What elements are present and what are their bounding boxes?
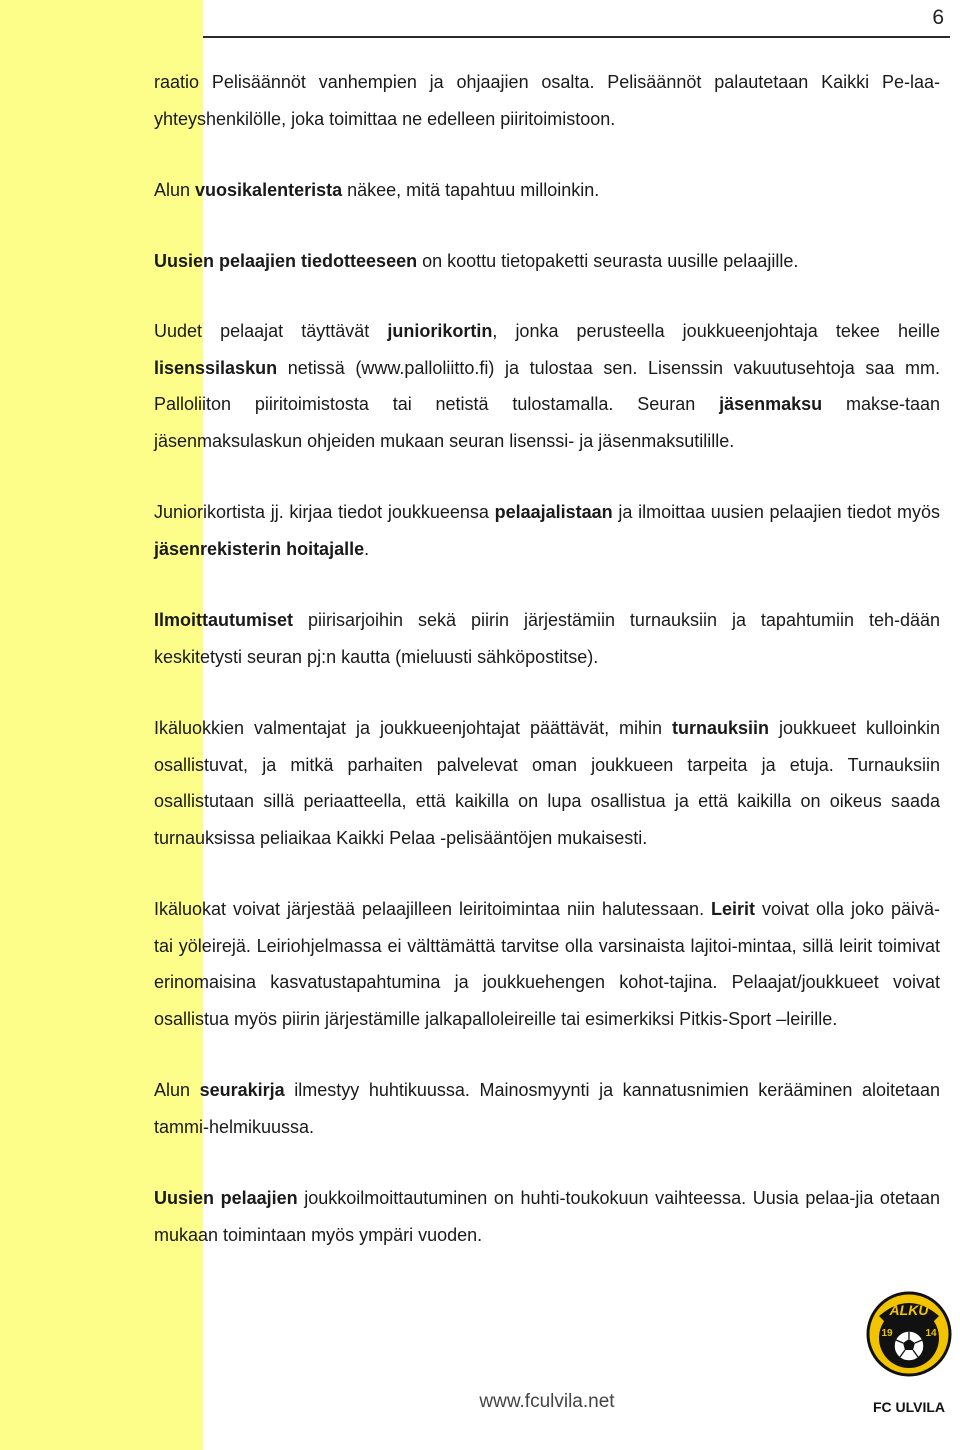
document-body [154, 64, 940, 1288]
text-run: piirisarjoihin sekä piirin järjestämiin turnauksiin ja tapahtumiin teh-dään keskitetysti seuran pj:n kautta (mieluusti sähköpostitse). [154, 610, 940, 667]
logo-year-right: 14 [925, 1328, 937, 1339]
text-run: Ikäluokkien valmentajat ja joukkueenjohtajat päättävät, mihin [154, 718, 672, 738]
text-run: Alun [154, 1080, 200, 1100]
text-run: makse-taan jäsenmaksulaskun ohjeiden mukaan seuran lisenssi- ja jäsenmaksutilille. [154, 394, 940, 451]
text-run: ja ilmoittaa uusien pelaajien tiedot myös [612, 502, 940, 522]
bold-term: Ilmoittautumiset [154, 610, 294, 630]
text-run: on koottu tietopaketti seurasta uusille pelaajille. [417, 250, 799, 271]
bold-term: lisenssilaskun [154, 357, 278, 378]
paragraph-4 [154, 313, 940, 459]
paragraph-9 [154, 1072, 940, 1145]
paragraph-7 [154, 710, 940, 856]
club-logo [863, 1288, 955, 1418]
bold-term: jäsenmaksu [719, 394, 823, 414]
bold-term: seurakirja [199, 1080, 285, 1100]
text-run: Juniorikortista jj. kirjaa tiedot joukkueensa [154, 502, 495, 522]
text-run: näkee, mitä tapahtuu milloinkin. [342, 180, 600, 200]
logo-year-left: 19 [881, 1328, 893, 1339]
text-run: Ikäluokat voivat järjestää pelaajilleen leiritoimintaa niin halutessaan. [154, 899, 712, 919]
header-rule [203, 36, 950, 38]
paragraph-1 [154, 64, 940, 137]
text-run: Uudet pelaajat täyttävät [154, 321, 388, 341]
club-crest-icon [863, 1288, 955, 1418]
text-run: joukkoilmoittautuminen on huhti-toukokuun vaihteessa. Uusia pelaa-jia otetaan mukaan toimintaan myös ympäri vuoden. [154, 1188, 940, 1245]
bold-term: Uusien pelaajien [154, 1188, 298, 1208]
bold-term: vuosikalenterista [195, 180, 343, 200]
page-number: 6 [932, 6, 944, 29]
paragraph-3 [154, 243, 940, 280]
text-run: joukkueet kulloinkin osallistuvat, ja mitkä parhaiten palvelevat oman joukkueen tarpeita ja etuja. Turnauksiin osallistutaan sillä periaatteella, että kaikilla on lupa osallistua ja että kaikilla on oikeus saada turnauksissa peliaikaa Kaikki Pelaa -pelisääntöjen mukaisesti. [154, 718, 940, 848]
logo-club-name: FC ULVILA [872, 1399, 946, 1415]
paragraph-2 [154, 172, 940, 209]
bold-term: pelaajalistaan [494, 502, 613, 522]
bold-term: Uusien pelaajien tiedotteeseen [154, 250, 418, 271]
logo-top-text: ALKU [889, 1302, 929, 1318]
paragraph-6 [154, 602, 940, 675]
text-run: raatio Pelisäännöt vanhempien ja ohjaajien osalta. Pelisäännöt palautetaan Kaikki Pe-laa-yhteyshenkilölle, joka toimittaa ne edelleen piiritoimistoon. [154, 72, 940, 129]
bold-term: jäsenrekisterin hoitajalle [154, 538, 365, 559]
footer-website-link[interactable]: www.fculvila.net [479, 1391, 615, 1412]
text-run: Alun [154, 180, 196, 200]
bold-term: turnauksiin [671, 718, 769, 738]
text-run: ilmestyy huhtikuussa. Mainosmyynti ja kannatusnimien kerääminen aloitetaan tammi-helmikuussa. [154, 1080, 941, 1137]
text-run: , jonka perusteella joukkueenjohtaja tekee heille [492, 321, 941, 341]
paragraph-5 [154, 494, 940, 567]
paragraph-8 [154, 891, 940, 1037]
paragraph-10 [154, 1180, 940, 1253]
text-run: netissä (www.palloliitto.fi) ja tulostaa sen. Lisenssin vakuutusehtoja saa mm. Palloliiton piiritoimistosta tai netistä tulostamalla. Seuran [154, 357, 940, 414]
bold-term: Leirit [711, 899, 756, 919]
bold-term: juniorikortin [387, 321, 493, 341]
text-run: voivat olla joko päivä- tai yöleirejä. Leiriohjelmassa ei välttämättä tarvitse olla varsinaista lajitoi-mintaa, sillä leirit toimivat erinomaisina kasvatustapahtumina ja joukkuehengen kohot-tajina. Pelaajat/joukkueet voivat osallistua myös piirin järjestämille jalkapalloleireille tai esimerkiksi Pitkis-Sport –leirille. [154, 899, 940, 1029]
text-run: . [364, 538, 370, 559]
